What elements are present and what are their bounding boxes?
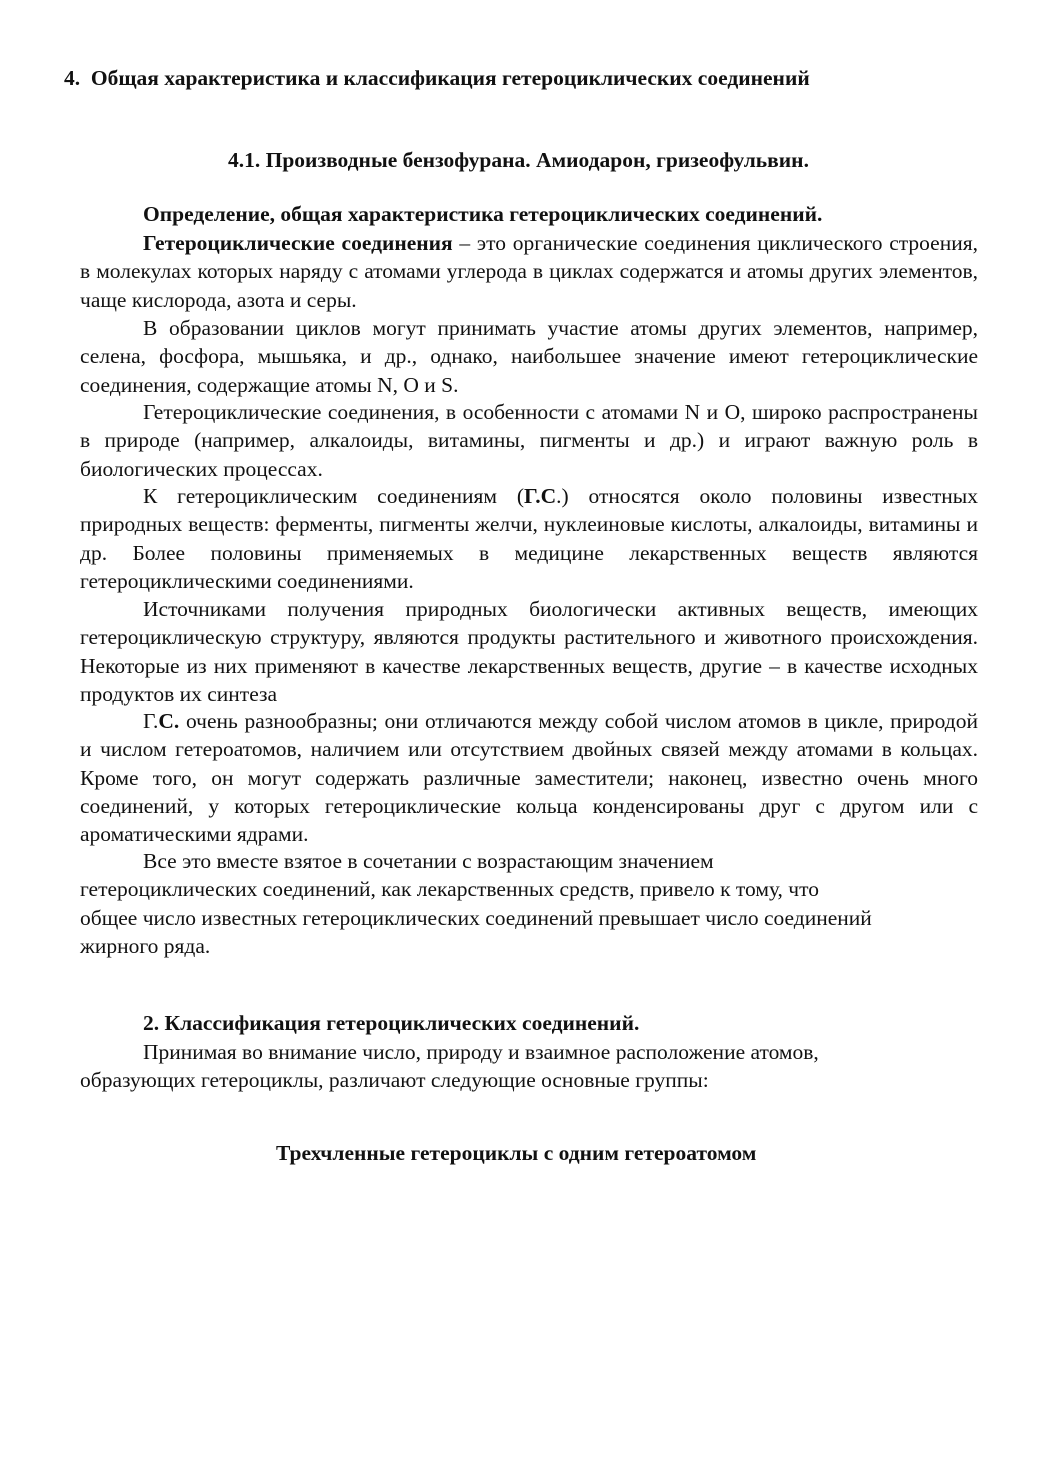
paragraph-1-text: – это органические соединения циклического строения, в молекулах которых наряду с атомами углерода в циклах содержатся и атомы других элементов, чаще кислорода, азота и серы. (80, 231, 978, 312)
paragraph-2: В образовании циклов могут принимать участие атомы других элементов, например, селена, фосфора, мышьяка, и др., однако, наибольшее значение имеют гетероциклические соединения, содержащие атомы N, O и S. (80, 316, 978, 397)
definition-heading: Определение, общая характеристика гетероциклических соединений. (143, 202, 823, 226)
paragraph-4-text-b: .) относятся около половины известных природных веществ: ферменты, пигменты желчи, нуклеиновые кислоты, алкалоиды, витамины и др. Более половины применяемых в медицине лекарственных веществ являются гетероциклическими соединениями. (80, 484, 978, 593)
paragraph-5: Источниками получения природных биологически активных веществ, имеющих гетероциклическую структуру, являются продукты растительного и животного происхождения. Некоторые из них применяют в качестве лекарственных веществ, другие – в качестве исходных продуктов их синтеза (80, 597, 978, 706)
title-number: 4. (64, 66, 81, 90)
paragraph-6-text-b: очень разнообразны; они отличаются между собой числом атомов в цикле, природой и числом гетероатомов, наличием или отсутствием двойных связей между атомами в кольцах. Кроме того, он могут содержать различные заместители; наконец, известно очень много соединений, у которых гетероциклические кольца конденсированы друг с другом или с ароматическими ядрами. (80, 709, 978, 847)
term-bold: Гетероциклические соединения (143, 231, 453, 255)
paragraph-4 (80, 482, 978, 595)
paragraph-6-text-a: Г. (143, 709, 159, 733)
abbrev-bold: Г.С (523, 484, 557, 508)
paragraph-1 (80, 229, 978, 314)
paragraph-3: Гетероциклические соединения, в особенности с атомами N и O, широко распространены в природе (например, алкалоиды, витамины, пигменты и др.) и играют важную роль в биологических процессах. (80, 400, 978, 481)
classification-heading: 2. Классификация гетероциклических соединений. (143, 1011, 640, 1035)
abbrev-bold-2: С. (158, 709, 180, 733)
paragraph-7: Все это вместе взятое в сочетании с возрастающим значением гетероциклических соединений, как лекарственных средств, привело к тому, что общее число известных гетероциклических соединений превышает число соединений жирного ряда. (80, 849, 872, 958)
classification-paragraph: Принимая во внимание число, природу и взаимное расположение атомов, образующих гетероциклы, различают следующие основные группы: (80, 1040, 819, 1093)
paragraph-4-text-a: К гетероциклическим соединениям ( (143, 484, 524, 508)
paragraph-6 (80, 707, 978, 848)
group-heading: Трехчленные гетероциклы с одним гетероатомом (276, 1141, 757, 1165)
section-subtitle: 4.1. Производные бензофурана. Амиодарон, гризеофульвин. (228, 148, 809, 172)
title-text: Общая характеристика и классификация гетероциклических соединений (90, 66, 810, 90)
document-title (64, 66, 810, 91)
